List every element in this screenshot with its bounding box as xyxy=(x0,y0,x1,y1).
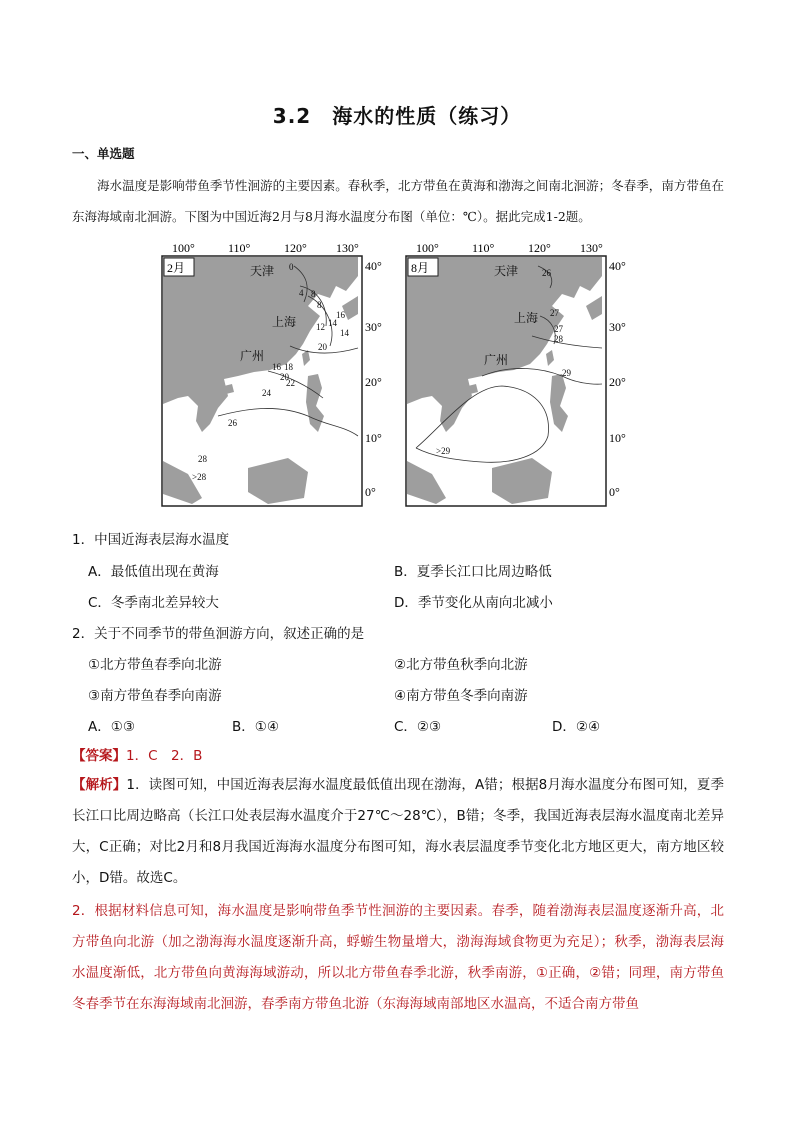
city-label: 上海 xyxy=(272,315,297,329)
isotherm-label: 8 xyxy=(311,289,316,299)
lat-label: 0° xyxy=(365,485,376,499)
isotherm-label: 28 xyxy=(198,454,207,464)
map-february xyxy=(158,236,392,514)
question-1-option-a[interactable]: A．最低值出现在黄海 xyxy=(88,564,219,580)
section-heading: 一、单选题 xyxy=(72,146,135,161)
analysis-paragraph-1 xyxy=(72,770,724,894)
isotherm-label: 12 xyxy=(316,322,325,332)
isotherm-label: 26 xyxy=(228,418,237,428)
page-title: 3.2 海水的性质（练习） xyxy=(272,104,522,128)
lat-label: 30° xyxy=(609,320,626,334)
isotherm-label: 16 xyxy=(272,362,281,372)
isotherm-label: 0 xyxy=(289,262,294,272)
question-2-stem: 2．关于不同季节的带鱼洄游方向，叙述正确的是 xyxy=(72,626,365,642)
isotherm-label: 27 xyxy=(554,324,563,334)
city-label: 广州 xyxy=(484,353,509,367)
isotherm-label: 20 xyxy=(280,372,289,382)
isotherm-label: 24 xyxy=(262,388,271,398)
lon-label: 130° xyxy=(336,241,359,255)
question-2-option-c[interactable]: C．②③ xyxy=(394,719,442,735)
lon-label: 100° xyxy=(416,241,439,255)
isotherm-label: >29 xyxy=(436,446,451,456)
lat-label: 10° xyxy=(609,431,626,445)
question-1-option-d[interactable]: D．季节变化从南向北减小 xyxy=(394,595,553,611)
question-2-statement: ②北方带鱼秋季向北游 xyxy=(394,657,528,673)
city-label: 广州 xyxy=(240,349,265,363)
answer-line xyxy=(72,744,202,764)
question-2-statement: ①北方带鱼春季向北游 xyxy=(88,657,222,673)
question-2-statement: ④南方带鱼冬季向南游 xyxy=(394,688,528,704)
analysis-paragraph-2: 2．根据材料信息可知，海水温度是影响带鱼季节性洄游的主要因素。春季，随着渤海表层温度逐渐升高，北方带鱼向北游（加之渤海海水温度逐渐升高，蜉蝣生物量增大，渤海海域食物更为充足）；秋季，渤海表层海水温度渐低，北方带鱼向黄海海域游动，所以北方带鱼春季北游，秋季南游，①正确，②错；同理，南方带鱼冬春季节在东海海域南北洄游，春季南方带鱼北游（东海海域南部地区水温高，不适合南方带鱼 xyxy=(72,903,724,1012)
lat-label: 40° xyxy=(365,259,382,273)
isotherm-label: 16 xyxy=(336,310,345,320)
intro-paragraph: 海水温度是影响带鱼季节性洄游的主要因素。春秋季，北方带鱼在黄海和渤海之间南北洄游；冬春季，南方带鱼在东海海域南北洄游。下图为中国近海2月与8月海水温度分布图（单位：℃）。据此完成1-2题。 xyxy=(72,178,724,224)
question-1-stem: 1．中国近海表层海水温度 xyxy=(72,532,230,548)
lon-label: 130° xyxy=(580,241,603,255)
isotherm-label: 29 xyxy=(562,368,571,378)
isotherm-label: 28 xyxy=(554,334,563,344)
isotherm-label: 14 xyxy=(340,328,349,338)
isotherm-label: >28 xyxy=(192,472,207,482)
lon-label: 120° xyxy=(284,241,307,255)
answer-text: 1．C 2．B xyxy=(126,748,203,764)
lat-label: 30° xyxy=(365,320,382,334)
question-2-option-d[interactable]: D．②④ xyxy=(552,719,601,735)
isotherm-label: 27 xyxy=(550,308,559,318)
lat-label: 20° xyxy=(365,375,382,389)
city-label: 天津 xyxy=(250,264,275,278)
city-label: 上海 xyxy=(514,311,539,325)
lat-label: 10° xyxy=(365,431,382,445)
lon-label: 110° xyxy=(228,241,251,255)
analysis-text-1: 1．读图可知，中国近海表层海水温度最低值出现在渤海，A错；根据8月海水温度分布图可知，夏季长江口比周边略高（长江口处表层海水温度介于27℃～28℃），B错；冬季，我国近海表层海水温度南北差异大，C正确；对比2月和8月我国近海海水温度分布图可知，海水表层温度季节变化北方地区更大，南方地区较小，D错。故选C。 xyxy=(72,777,724,886)
isotherm-label: 22 xyxy=(286,378,295,388)
lon-label: 100° xyxy=(172,241,195,255)
lat-label: 20° xyxy=(609,375,626,389)
city-label: 天津 xyxy=(494,264,519,278)
isotherm-label: 14 xyxy=(328,318,337,328)
question-1-option-c[interactable]: C．冬季南北差异较大 xyxy=(88,595,219,611)
question-1-option-b[interactable]: B．夏季长江口比周边略低 xyxy=(394,564,552,580)
isotherm-label: 4 xyxy=(299,288,304,298)
isotherm-label: 8 xyxy=(317,300,322,310)
lon-label: 110° xyxy=(472,241,495,255)
question-2-option-a[interactable]: A．①③ xyxy=(88,719,135,735)
question-2-statement: ③南方带鱼春季向南游 xyxy=(88,688,222,704)
map-month: 8月 xyxy=(411,261,430,275)
question-2-option-b[interactable]: B．①④ xyxy=(232,719,279,735)
map-august xyxy=(402,236,636,514)
isotherm-label: 20 xyxy=(318,342,327,352)
isotherm-label: 18 xyxy=(284,362,293,372)
isotherm-label: 26 xyxy=(542,268,551,278)
answer-tag: 【答案】 xyxy=(72,748,126,764)
lat-label: 0° xyxy=(609,485,620,499)
lat-label: 40° xyxy=(609,259,626,273)
analysis-tag: 【解析】 xyxy=(72,777,127,793)
map-month: 2月 xyxy=(167,261,186,275)
lon-label: 120° xyxy=(528,241,551,255)
